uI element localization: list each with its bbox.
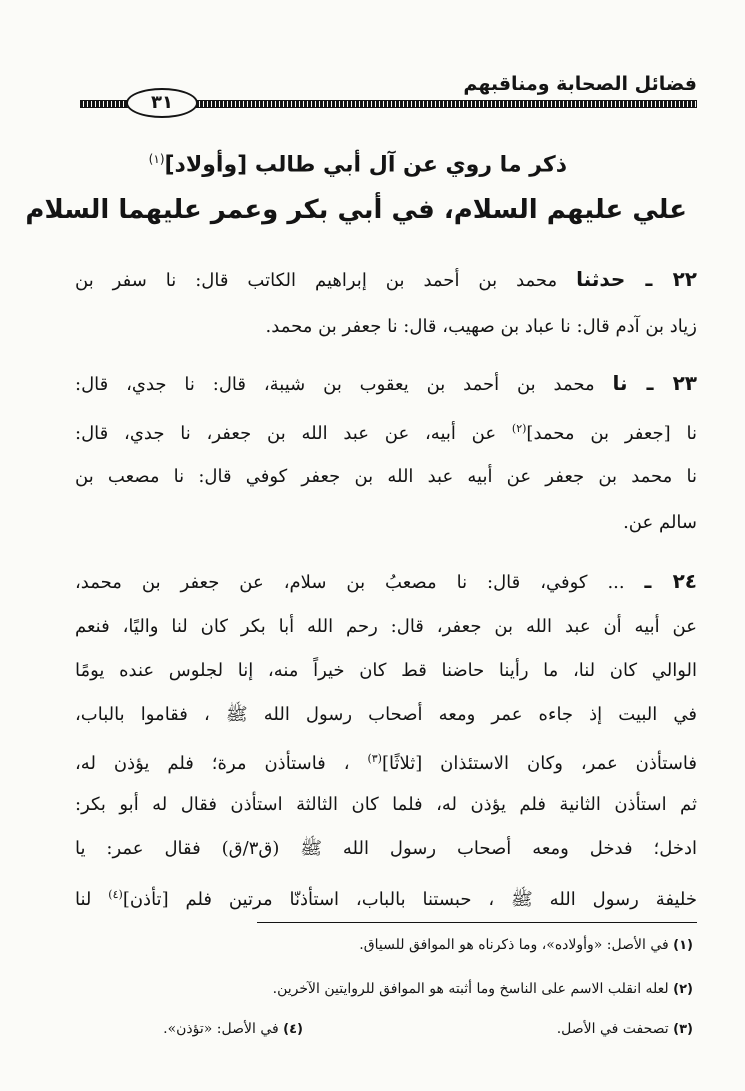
chapter-title-line1-text: ذكر ما روي عن آل أبي طالب [وأولاد]	[164, 152, 567, 178]
text-run: عن أبيه أن عبد الله بن جعفر، قال: رحم الله أبا بكر كان لنا واليًا، فنعم	[75, 616, 697, 637]
text-run: الوالي كان لنا، ما رأينا حاضنا قط كان خيراً منه، إنا لجلوس عنده يومًا	[75, 660, 697, 681]
footnote-ref-2: (٢)	[511, 422, 527, 435]
chapter-title-line2: علي عليهم السلام، في أبي بكر وعمر عليهما السلام	[25, 195, 687, 225]
hadith-22-line-1	[75, 264, 697, 296]
footnote-2	[273, 978, 693, 1001]
hadith-number-23: ٢٣ ـ نا	[612, 371, 698, 395]
hadith-22-line-2	[75, 312, 697, 342]
hadith-24-line-5	[75, 744, 697, 779]
footnote-number: (١)	[673, 938, 693, 953]
footnote-ref-4: (٤)	[108, 888, 123, 901]
running-header-title: فضائل الصحابة ومناقبهم	[463, 73, 697, 95]
text-run: زياد بن آدم قال: نا عباد بن صهيب، قال: نا جعفر بن محمد.	[265, 316, 697, 337]
text-run: نا محمد بن جعفر عن أبيه عبد الله بن جعفر كوفي قال: نا مصعب بن	[75, 466, 697, 487]
text-run: عن أبيه، عن عبد الله بن جعفر، نا جدي، قال:	[75, 423, 512, 444]
text-run: في البيت إذ جاءه عمر ومعه أصحاب رسول الله ﷺ ، فقاموا بالباب،	[75, 704, 697, 725]
text-run: سالم عن.	[623, 512, 697, 533]
text-run: ثم استأذن الثانية فلم يؤذن له، فلما كان الثالثة استأذن فقال له أبو بكر:	[75, 794, 697, 815]
chapter-title-footnote-ref: (١)	[148, 152, 165, 166]
text-run: نا [جعفر بن محمد]	[526, 423, 697, 444]
text-run: محمد بن أحمد بن يعقوب بن شيبة، قال: نا جدي، قال:	[75, 374, 613, 395]
text-run: لنا	[75, 889, 109, 910]
text-run: ... كوفي، قال: نا مصعبُ بن سلام، عن جعفر بن محمد،	[75, 572, 645, 593]
footnote-text: لعله انقلب الاسم على الناسخ وما أثبته هو الموافق للروايتين الآخرين.	[272, 981, 674, 997]
hadith-24-line-6	[75, 790, 697, 820]
hadith-24-line-8	[75, 880, 697, 915]
hadith-24-line-7	[75, 834, 697, 864]
hadith-24-line-3	[75, 656, 697, 686]
text-run: ، فاستأذن مرة؛ فلم يؤذن له،	[75, 753, 368, 774]
hadith-number-22: ٢٢ ـ حدثنا	[576, 267, 697, 291]
hadith-24-line-2	[75, 612, 697, 642]
hadith-23-line-3	[75, 462, 697, 492]
footnote-1	[359, 934, 693, 957]
text-run: ادخل؛ فدخل ومعه أصحاب رسول الله ﷺ (ق٣/ق) فقال عمر: يا	[75, 838, 697, 859]
page-number: ٣١	[126, 88, 198, 118]
hadith-23-line-2	[75, 414, 697, 449]
hadith-23-line-1	[75, 368, 697, 400]
footnote-text: تصحفت في الأصل.	[556, 1021, 674, 1037]
hadith-24-line-1	[75, 566, 697, 598]
hadith-24-line-4	[75, 700, 697, 730]
text-run: خليفة رسول الله ﷺ ، حبستنا بالباب، استأذنّا مرتين فلم [تأذن]	[122, 889, 697, 910]
footnote-number: (٣)	[673, 1022, 693, 1037]
footnote-number: (٤)	[283, 1022, 303, 1037]
footnote-text: في الأصل: «تؤذن».	[163, 1021, 284, 1037]
hadith-number-24: ٢٤ ـ	[644, 569, 697, 593]
footnote-number: (٢)	[673, 982, 693, 997]
text-run: محمد بن أحمد بن إبراهيم الكاتب قال: نا سفر بن	[75, 270, 577, 291]
footnote-rule	[257, 922, 697, 923]
footnote-4	[163, 1018, 303, 1041]
footnote-3	[557, 1018, 693, 1041]
chapter-title-line1	[149, 142, 567, 182]
text-run: فاستأذن عمر، وكان الاستئذان [ثلاثًا]	[381, 753, 697, 774]
footnote-text: في الأصل: «وأولاده»، وما ذكرناه هو الموافق للسياق.	[359, 937, 674, 953]
footnote-ref-3: (٣)	[367, 752, 382, 765]
hadith-23-line-4	[75, 508, 697, 538]
